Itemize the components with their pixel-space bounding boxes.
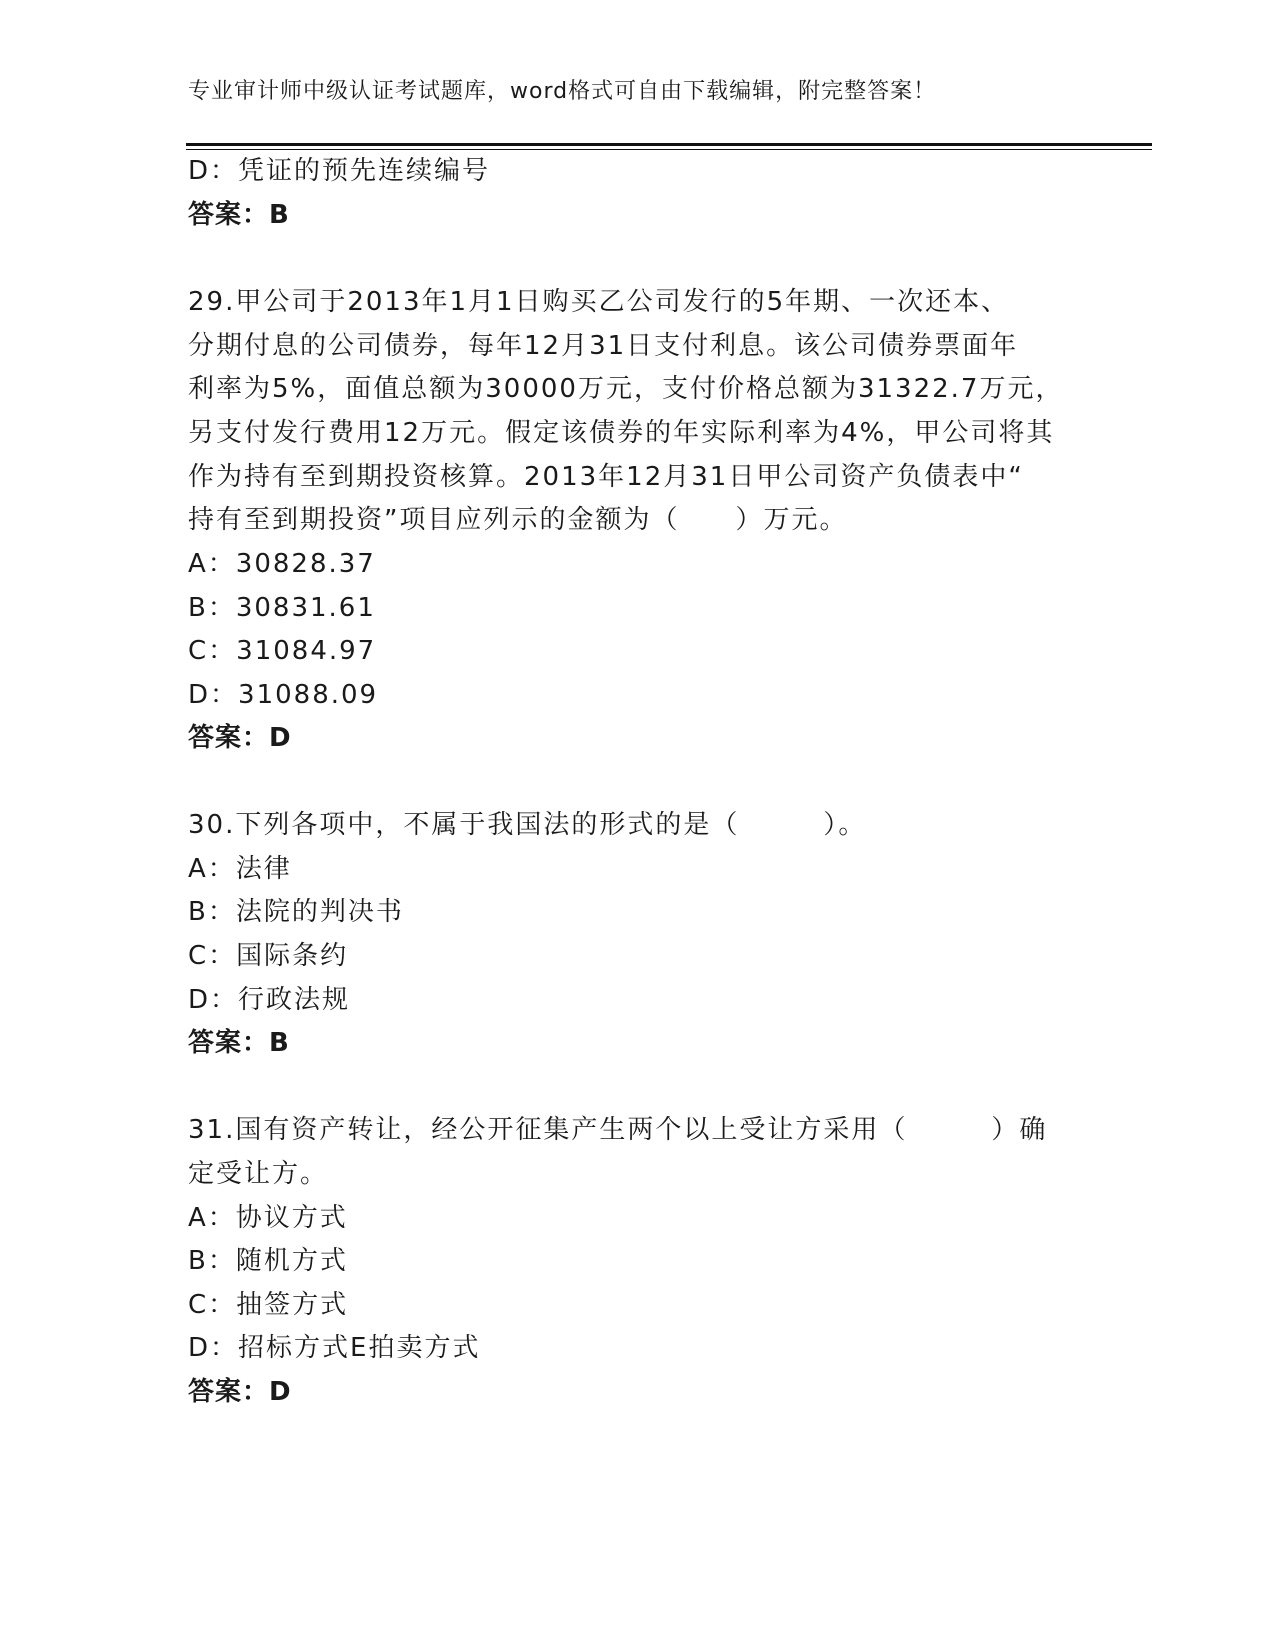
q29-line-1: 29.甲公司于2013年1月1日购买乙公司发行的5年期、一次还本、	[188, 287, 1010, 317]
q29-answer: 答案：D	[188, 723, 292, 753]
q29-option-a: A：30828.37	[188, 549, 376, 579]
q30-option-d: D：行政法规	[188, 985, 351, 1015]
q30-option-c: C：国际条约	[188, 941, 349, 971]
header-divider	[186, 143, 1152, 150]
q31-answer: 答案：D	[188, 1377, 292, 1407]
q29-line-2: 分期付息的公司债券，每年12月31日支付利息。该公司债券票面年	[188, 331, 1019, 361]
q29-option-b: B：30831.61	[188, 593, 376, 623]
q29-option-d: D：31088.09	[188, 680, 379, 710]
q29-option-c: C：31084.97	[188, 636, 377, 666]
q31-line-2: 定受让方。	[188, 1159, 329, 1189]
q29-line-6: 持有至到期投资”项目应列示的金额为（ ）万元。	[188, 505, 848, 535]
q30-option-b: B：法院的判决书	[188, 897, 404, 927]
q31-option-a: A：协议方式	[188, 1203, 348, 1233]
q30-answer: 答案：B	[188, 1028, 290, 1058]
q29-line-5: 作为持有至到期投资核算。2013年12月31日甲公司资产负债表中“	[188, 462, 1024, 492]
q31-option-d: D：招标方式E拍卖方式	[188, 1333, 481, 1363]
page-header: 专业审计师中级认证考试题库，word格式可自由下载编辑，附完整答案！	[188, 79, 937, 104]
q30-line-1: 30.下列各项中，不属于我国法的形式的是（ ）。	[188, 810, 867, 840]
q29-line-3: 利率为5%，面值总额为30000万元，支付价格总额为31322.7万元，	[188, 374, 1064, 404]
prev-option-d: D：凭证的预先连续编号	[188, 156, 491, 186]
q31-line-1: 31.国有资产转让，经公开征集产生两个以上受让方采用（ ）确	[188, 1115, 1048, 1145]
q31-option-c: C：抽签方式	[188, 1290, 349, 1320]
q30-option-a: A：法律	[188, 854, 292, 884]
prev-answer: 答案：B	[188, 200, 290, 230]
q29-line-4: 另支付发行费用12万元。假定该债券的年实际利率为4%，甲公司将其	[188, 418, 1055, 448]
q31-option-b: B：随机方式	[188, 1246, 348, 1276]
